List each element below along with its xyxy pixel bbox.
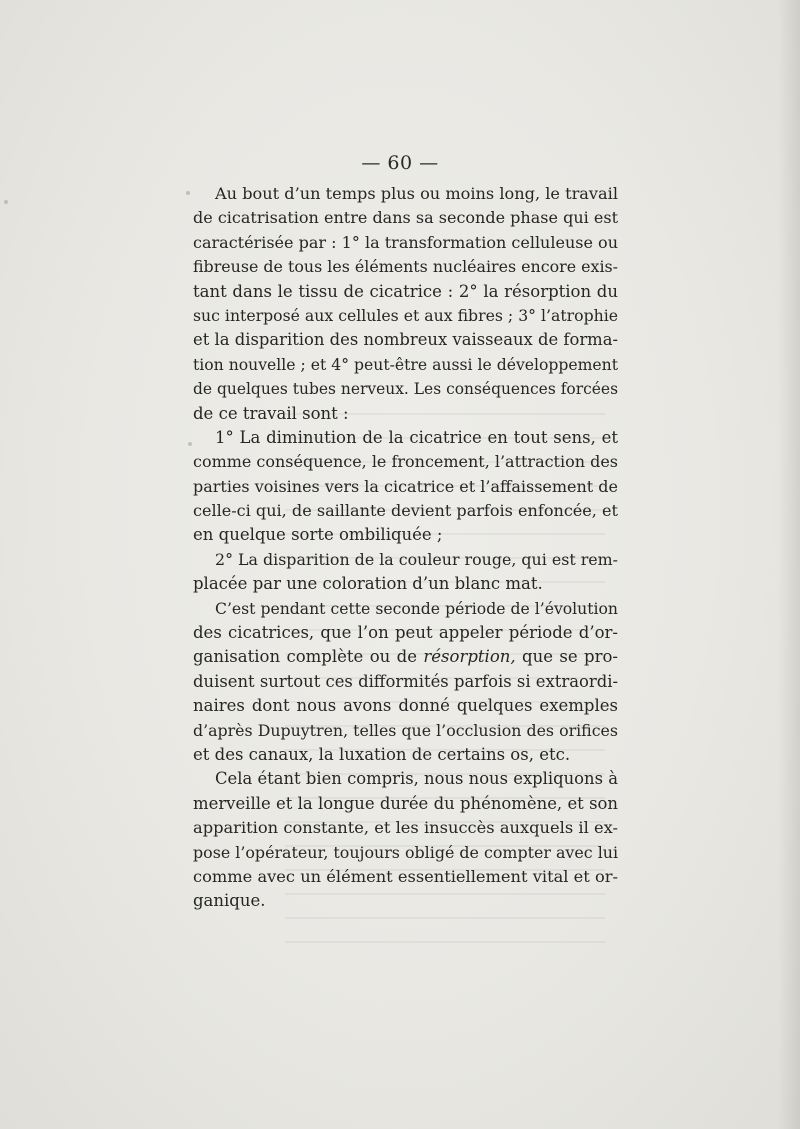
text-line: Cela étant bien compris, nous nous expliquons à xyxy=(215,769,618,789)
text-line: naires dont nous avons donné quelques exemples xyxy=(193,696,618,716)
ink-speck xyxy=(4,200,8,204)
text-line: et la disparition des nombreux vaisseaux de forma- xyxy=(193,330,618,350)
text-line: C’est pendant cette seconde période de l’évolution xyxy=(215,598,618,618)
text-line: de cicatrisation entre dans sa seconde phase qui est xyxy=(193,208,618,228)
text-line: 2° La disparition de la couleur rouge, qui est rem- xyxy=(215,549,618,569)
text-line: parties voisines vers la cicatrice et l’affaissement de xyxy=(193,476,618,496)
text-line: de ce travail sont : xyxy=(193,403,349,423)
line-end: que se pro- xyxy=(522,647,618,667)
text-line: Au bout d’un temps plus ou moins long, le travail xyxy=(215,184,618,203)
ink-speck xyxy=(186,191,190,195)
text-line: fibreuse de tous les éléments nucléaires encore exis- xyxy=(193,257,618,277)
text-line: d’après Dupuytren, telles que l’occlusion des orifices xyxy=(193,720,618,740)
ink-speck xyxy=(188,442,192,446)
text-line: suc interposé aux cellules et aux fibres ; 3° l’atrophie xyxy=(193,305,618,325)
text-line: duisent surtout ces difformités parfois si extraordi- xyxy=(193,671,618,691)
text-line: apparition constante, et les insuccès auxquels il ex- xyxy=(193,818,618,838)
body-text xyxy=(193,182,618,914)
text-line: de quelques tubes nerveux. Les conséquences forcées xyxy=(193,380,618,399)
text-line: 1° La diminution de la cicatrice en tout sens, et xyxy=(215,427,618,447)
text-line: comme conséquence, le froncement, l’attraction des xyxy=(193,452,618,472)
page-number: — 60 — xyxy=(361,152,439,174)
text-line: en quelque sorte ombiliquée ; xyxy=(193,525,443,545)
text-line: tion nouvelle ; et 4° peut-être aussi le développement xyxy=(193,355,618,374)
text-line-with-italic xyxy=(193,645,618,669)
line-start: ganisation complète ou de xyxy=(193,647,417,667)
text-line: celle-ci qui, de saillante devient parfois enfoncée, et xyxy=(193,501,618,521)
text-line: merveille et la longue durée du phénomène, et son xyxy=(193,793,618,813)
text-line: pose l’opérateur, toujours obligé de compter avec lui xyxy=(193,842,619,862)
italic-term: résorption, xyxy=(423,647,516,667)
text-line: caractérisée par : 1° la transformation celluleuse ou xyxy=(193,232,618,252)
text-line: placée par une coloration d’un blanc mat. xyxy=(193,574,543,594)
text-line: tant dans le tissu de cicatrice : 2° la résorption du xyxy=(193,281,618,301)
text-line: et des canaux, la luxation de certains os, etc. xyxy=(193,744,571,764)
text-line: ganique. xyxy=(193,891,266,911)
text-line: comme avec un élément essentiellement vital et or- xyxy=(193,866,618,886)
text-line: des cicatrices, que l’on peut appeler période d’or- xyxy=(193,623,618,643)
